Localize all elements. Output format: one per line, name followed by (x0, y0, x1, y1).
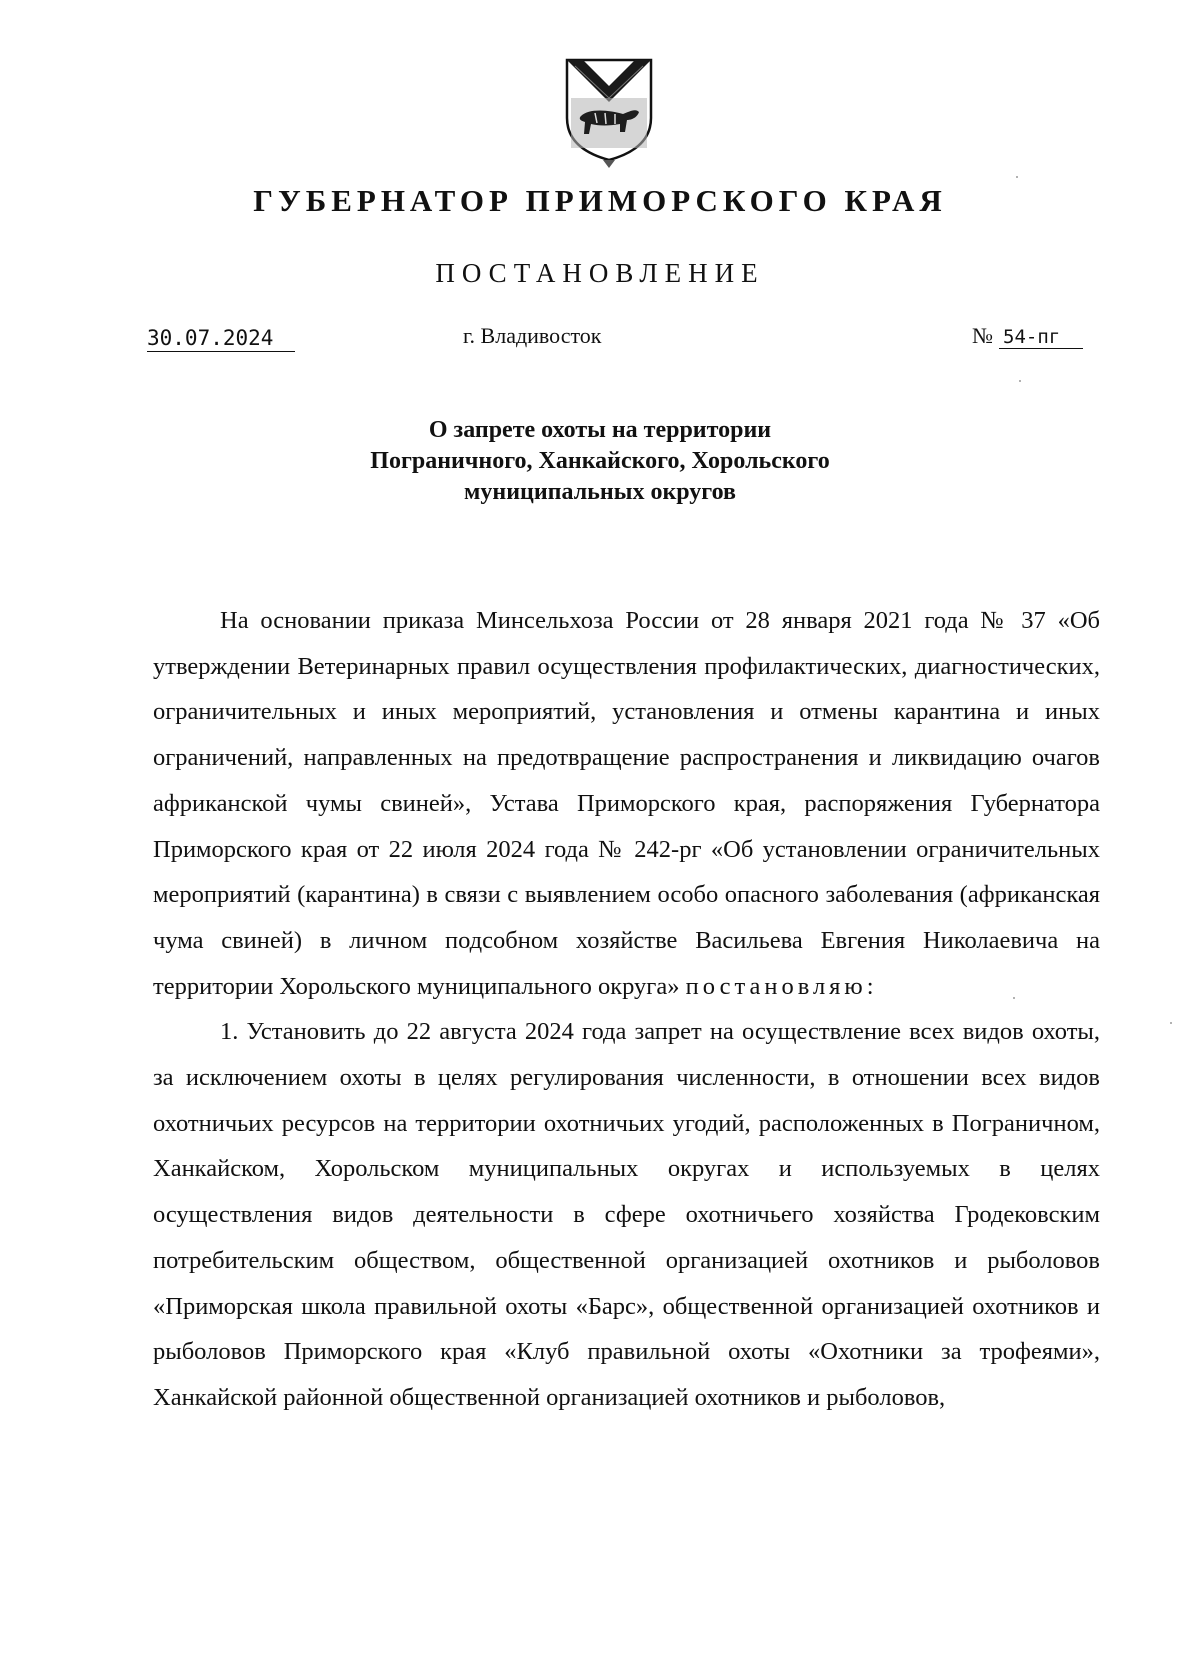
document-title (0, 415, 1200, 508)
title-line-1: О запрете охоты на территории (428, 417, 772, 443)
scan-speck (1013, 997, 1015, 999)
number-value: 54-пг (999, 326, 1083, 349)
number-sign: № (972, 323, 993, 348)
scan-speck (1016, 176, 1018, 178)
paragraph-preamble (153, 598, 1100, 1009)
scan-speck (1019, 380, 1021, 382)
document-body (153, 598, 1100, 1421)
title-line-2: Пограничного, Ханкайского, Хорольского (370, 448, 830, 474)
document-city: г. Владивосток (463, 323, 602, 348)
authority-heading: ГУБЕРНАТОР ПРИМОРСКОГО КРАЯ (253, 183, 947, 218)
document-type: ПОСТАНОВЛЕНИЕ (435, 258, 765, 288)
paragraph-item-1: 1. Установить до 22 августа 2024 года запрет на осуществление всех видов охоты, за исключением охоты в целях регулирования численности, в отношении всех видов охотничьих ресурсов на территории охотничьих угодий, расположенных в Пограничном, Ханкайском, Хорольском муниципальных округах и используемых в целях осуществления видов деятельности в сфере охотничьего хозяйства Гродековским потребительским обществом, общественной организацией охотников и рыболовов «Приморская школа правильной охоты «Барс», общественной организацией охотников и рыболовов Приморского края «Клуб правильной охоты «Охотники за трофеями», Ханкайской районной общественной организацией охотников и рыболовов, (153, 1018, 1100, 1411)
document-date: 30.07.2024 (147, 326, 295, 352)
scan-speck (1170, 1022, 1172, 1024)
decree-word: постановляю: (685, 972, 878, 1000)
preamble-text: На основании приказа Минсельхоза России от 28 января 2021 года № 37 «Об утверждении Ветеринарных правил осуществления профилактических, диагностических, ограничительных и иных мероприятий, установления и отмены карантина и иных ограничений, направленных на предотвращение распространения и ликвидацию очагов африканской чумы свиней», Устава Приморского края, распоряжения Губернатора Приморского края от 22 июля 2024 года № 242-рг «Об установлении ограничительных мероприятий (карантина) в связи с выявлением особо опасного заболевания (африканская чума свиней) в личном подсобном хозяйстве Васильева Евгения Николаевича на территории Хорольского муниципального округа» (153, 607, 1100, 1000)
document-number (972, 323, 1083, 349)
title-line-3: муниципальных округов (464, 479, 736, 505)
coat-of-arms-icon (565, 58, 653, 170)
